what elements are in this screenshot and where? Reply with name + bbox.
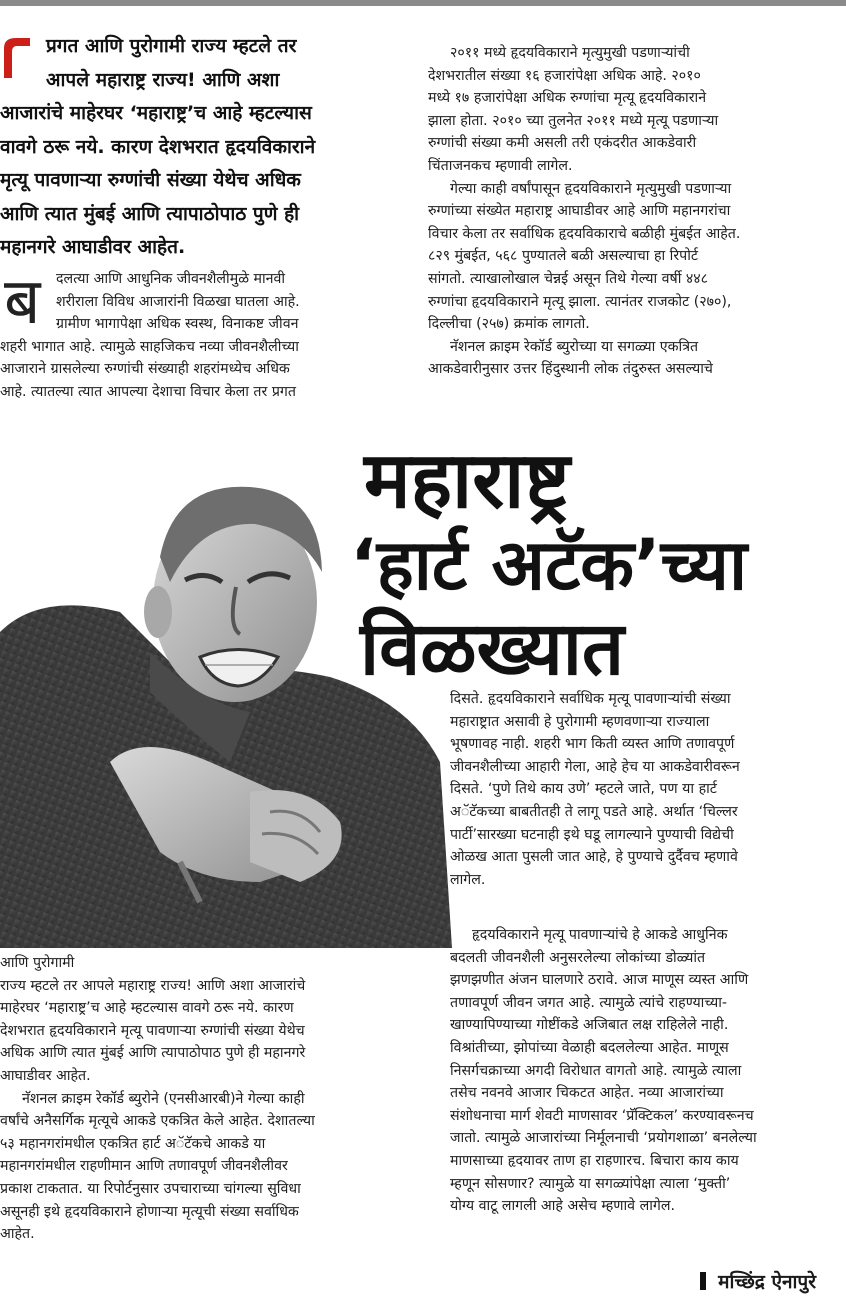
lead-line: प्रगत आणि पुरोगामी राज्य म्हटले तर: [46, 35, 297, 57]
intro-line: ग्रामीण भागापेक्षा अधिक स्वस्थ, विनाकष्ट जीवन: [56, 316, 299, 333]
body-line: मध्ये १७ हजारांपेक्षा अधिक रुग्णांचा मृत्यू हृदयविकाराने: [428, 90, 707, 107]
lead-line: आपले महाराष्ट्र राज्य! आणि अशा: [46, 68, 280, 91]
body-line: २०११ मध्ये हृदयविकाराने मृत्युमुखी पडणाऱ्यांची: [450, 45, 690, 61]
intro-line: शहरी भागात आहे. त्यामुळे साहजिकच नव्या जीवनशैलीच्या: [0, 338, 299, 355]
body-line: ५३ महानगरांमधील एकत्रित हार्ट अॅटॅकचे आकडे या: [0, 1135, 266, 1152]
body-line: लागेल.: [450, 871, 486, 888]
body-line: माहेरघर ‘महाराष्ट्र’च आहे म्हटल्यास वावगे ठरू नये. कारण: [0, 1000, 294, 1017]
body-line: बदलती जीवनशैली अनुसरलेल्या लोकांच्या डोळ्यांत: [450, 949, 706, 966]
intro-line: आहे. त्यातल्या त्यात आपल्या देशाचा विचार केला तर प्रगत: [0, 383, 296, 400]
body-line: देशभरातील संख्या १६ हजारांपेक्षा अधिक आहे. २०१०: [428, 67, 701, 84]
body-line: विश्रांतीच्या, झोपांच्या वेळाही बदललेल्या आहेत. माणूस: [450, 1039, 729, 1056]
right-bottom-column: [450, 924, 822, 1262]
body-line: रुग्णांची संख्या कमी असली तरी एकंदरीत आकडेवारी: [428, 135, 697, 152]
byline: [700, 1268, 816, 1294]
left-intro-paragraph: [0, 265, 394, 428]
body-line: महाराष्ट्रात असावी हे पुरोगामी म्हणवणाऱ्या राज्याला: [450, 713, 710, 730]
body-line: चिंताजनकच म्हणावी लागेल.: [428, 157, 573, 174]
left-bottom-column: [0, 952, 396, 1292]
body-line: जीवनशैलीच्या आहारी गेला, आहे हेच या आकडेवारीवरून: [450, 758, 740, 775]
lead-line: आजारांचे माहेरघर ‘महाराष्ट्र’च आहे म्हटल्यास: [0, 102, 312, 124]
intro-line: शरीराला विविध आजारांनी विळखा घातला आहे.: [56, 293, 300, 310]
right-middle-column: [450, 688, 822, 900]
body-line: सांगतो. त्याखालोखाल चेन्नई असून तिथे गेल्या वर्षी ४४८: [428, 270, 709, 287]
headline-line-2: ‘हार्ट अटॅक’च्या: [350, 524, 748, 606]
body-line: आणि पुरोगामी: [0, 955, 75, 971]
body-line: खाण्यापिण्याच्या गोष्टींकडे अजिबात लक्ष राहिलेले नाही.: [450, 1017, 729, 1034]
body-line: तसेच नवनवे आजार चिकटत आहेत. नव्या आजारांच्या: [450, 1085, 724, 1102]
body-line: म्हणून सोसणार? त्यामुळे या सगळ्यांपेक्षा त्याला ‘मुक्ती’: [450, 1175, 731, 1192]
lead-deck: [0, 30, 396, 262]
body-line: आहेत.: [0, 1226, 35, 1243]
author-name: मच्छिंद्र ऐनापुरे: [718, 1271, 816, 1293]
body-line: राज्य म्हटले तर आपले महाराष्ट्र राज्य! आणि अशा आजारांचे: [0, 977, 306, 994]
right-top-column: [428, 42, 822, 432]
dropcap-letter: ब: [4, 265, 41, 339]
body-line: असूनही इथे हृदयविकाराने होणाऱ्या मृत्यूची संख्या सर्वाधिक: [0, 1203, 299, 1220]
body-line: तणावपूर्ण जीवन जगत आहे. त्यामुळे त्यांचे राहण्याच्या-: [450, 994, 727, 1011]
lead-line: मृत्यू पावणाऱ्या रुग्णांची संख्या येथेच अधिक: [0, 169, 301, 191]
man-clutching-chest-photo: [0, 462, 452, 948]
body-line: दिसते. ‘पुणे तिथे काय उणे’ म्हटले जाते, पण या हार्ट: [450, 781, 717, 798]
body-line: प्रकाश टाकतात. या रिपोर्टनुसार उपचाराच्या चांगल्या सुविधा: [0, 1180, 301, 1197]
body-line: ओळख आता पुसली जात आहे, हे पुण्याचे दुर्दैवच म्हणावे: [450, 849, 738, 866]
body-line: महानगरांमधील राहणीमान आणि तणावपूर्ण जीवनशैलीवर: [0, 1158, 288, 1175]
body-line: आकडेवारीनुसार उत्तर हिंदुस्थानी लोक तंदुरुस्त असल्याचे: [428, 361, 713, 378]
headline-line-1: महाराष्ट्र: [364, 436, 570, 526]
lead-corner-mark-icon: [0, 34, 32, 80]
body-line: पार्टी’सारख्या घटनाही इथे घडू लागल्याने पुण्याची विद्येची: [450, 826, 734, 843]
body-line: निसर्गचक्राच्या अगदी विरोधात वागतो आहे. त्यामुळे त्याला: [450, 1062, 742, 1079]
headline-line-3: विळख्यात: [360, 606, 625, 692]
body-line: माणसाच्या हृदयावर ताण हा राहणारच. बिचारा काय काय: [450, 1152, 739, 1169]
lead-line: महानगरे आघाडीवर आहेत.: [0, 236, 186, 258]
body-line: हृदयविकाराने मृत्यू पावणाऱ्यांचे हे आकडे आधुनिक: [472, 927, 728, 943]
lead-line: आणि त्यात मुंबई आणि त्यापाठोपाठ पुणे ही: [0, 202, 300, 225]
intro-line: दलत्या आणि आधुनिक जीवनशैलीमुळे मानवी: [56, 271, 286, 287]
body-line: विचार केला तर सर्वाधिक हृदयविकाराचे बळीही मुंबईत आहेत.: [428, 225, 741, 242]
lead-line: वावगे ठरू नये. कारण देशभरात हृदयविकाराने: [0, 135, 316, 158]
body-line: दिल्लीचा (२५७) क्रमांक लागतो.: [428, 316, 590, 333]
top-rule: [0, 0, 846, 6]
body-line: भूषणावह नाही. शहरी भाग किती व्यस्त आणि तणावपूर्ण: [450, 736, 735, 753]
body-line: नॅशनल क्राइम रेकॉर्ड ब्युरोने (एनसीआरबी)ने गेल्या काही: [22, 1090, 305, 1107]
body-line: वर्षांचे अनैसर्गिक मृत्यूचे आकडे एकत्रित केले आहेत. देशातल्या: [0, 1113, 315, 1130]
body-line: दिसते. हृदयविकाराने सर्वाधिक मृत्यू पावणाऱ्यांची संख्या: [450, 691, 731, 707]
body-line: झणझणीत अंजन घालणारे ठरावे. आज माणूस व्यस्त आणि: [450, 972, 749, 989]
body-line: अॅटॅकच्या बाबतीतही ते लागू पडते आहे. अर्थात ‘चिल्लर: [450, 803, 738, 820]
body-line: झाला होता. २०१० च्या तुलनेत २०११ मध्ये मृत्यू पडणाऱ्या: [428, 112, 719, 129]
body-line: रुग्णांच्या संख्येत महाराष्ट्र आघाडीवर आहे आणि महानगरांचा: [428, 203, 731, 220]
body-line: जातो. त्यामुळे आजारांच्या निर्मूलनाची ‘प्रयोगशाळा’ बनलेल्या: [450, 1130, 757, 1147]
body-line: रुग्णांचा हृदयविकाराने मृत्यू झाला. त्यानंतर राजकोट (२७०),: [428, 293, 732, 310]
body-line: संशोधनाचा मार्ग शेवटी माणसावर ‘प्रॅक्टिकल’ करण्यावरूनच: [450, 1107, 754, 1124]
body-line: आघाडीवर आहेत.: [0, 1067, 91, 1084]
body-line: नॅशनल क्राइम रेकॉर्ड ब्युरोच्या या सगळ्या एकत्रित: [450, 338, 699, 355]
body-line: गेल्या काही वर्षांपासून हृदयविकाराने मृत्युमुखी पडणाऱ्या: [450, 180, 732, 197]
body-line: देशभरात हृदयविकाराने मृत्यू पावणाऱ्या रुग्णांची संख्या येथेच: [0, 1022, 305, 1039]
body-line: ८२९ मुंबईत, ५६८ पुण्यातले बळी असल्याचा हा रिपोर्ट: [428, 248, 699, 265]
intro-line: आजाराने ग्रासलेल्या रुग्णांची संख्याही शहरांमध्येच अधिक: [0, 361, 290, 378]
body-line: अधिक आणि त्यात मुंबई आणि त्यापाठोपाठ पुणे ही महानगरे: [0, 1045, 306, 1062]
byline-bar-icon: [700, 1272, 706, 1290]
body-line: योग्य वाटू लागली आहे असेच म्हणावे लागेल.: [450, 1198, 675, 1215]
lead-text: [0, 30, 396, 262]
